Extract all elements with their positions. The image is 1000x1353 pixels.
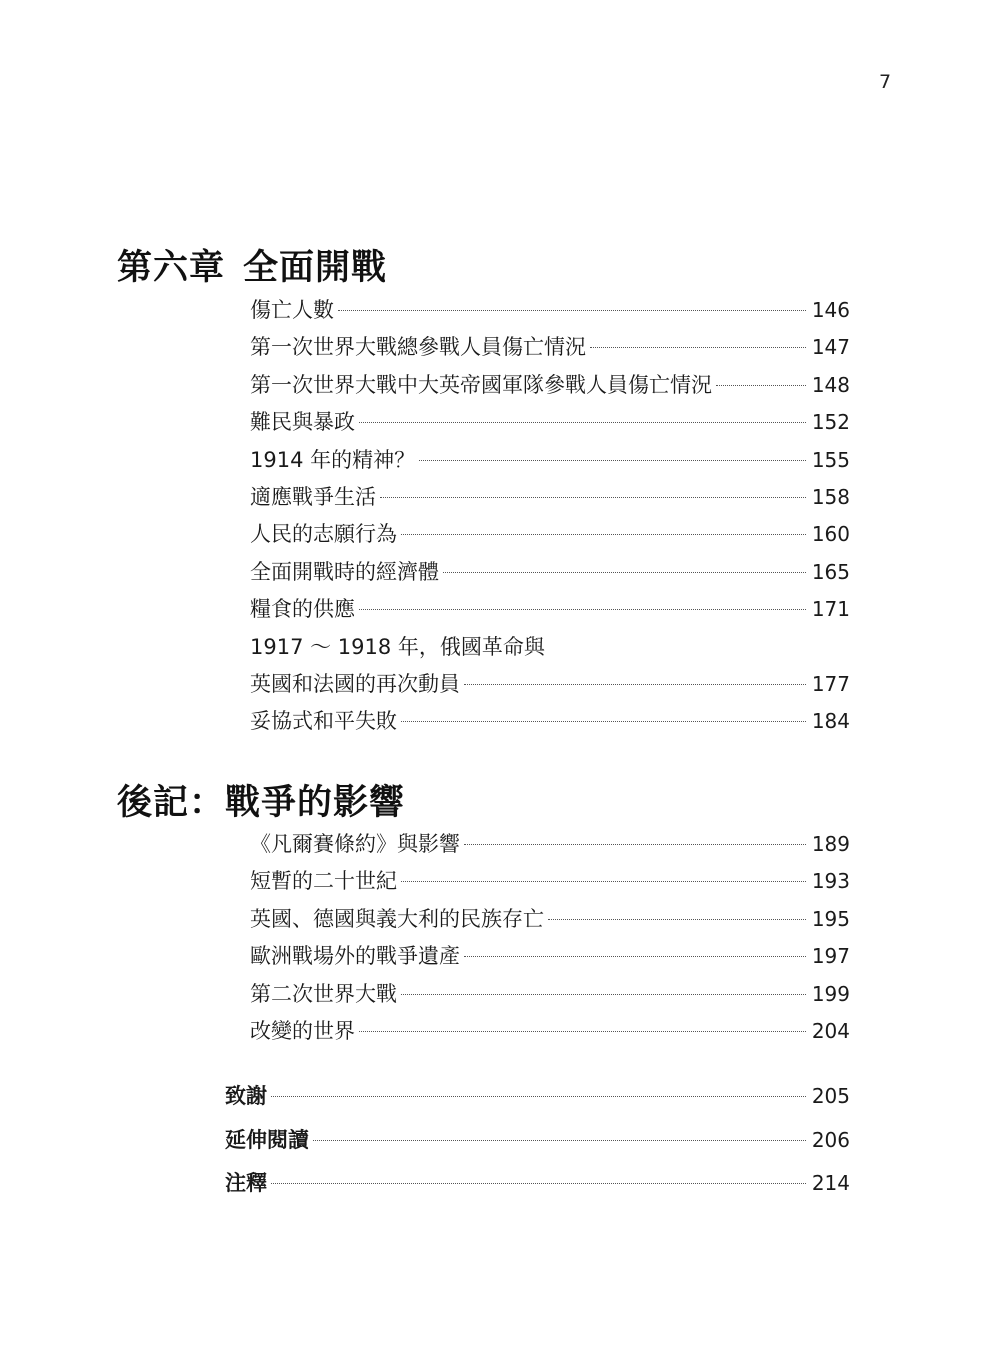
- toc-entry[interactable]: [250, 705, 850, 742]
- toc-entry[interactable]: [250, 940, 850, 977]
- leader-dots: [401, 881, 806, 882]
- toc-entry-title: 延伸閱讀: [225, 1127, 309, 1152]
- leader-dots: [464, 844, 806, 845]
- toc-entry-page: 148: [811, 372, 850, 397]
- toc-entry-page: 147: [811, 335, 850, 360]
- leader-dots: [419, 460, 806, 461]
- toc-entry-page: 214: [811, 1171, 850, 1195]
- toc-entry[interactable]: [250, 481, 850, 518]
- toc-entry-page: 155: [811, 447, 850, 472]
- toc-entry-title: 歐洲戰場外的戰爭遺產: [250, 944, 460, 969]
- chapter-6-heading: [117, 240, 387, 290]
- toc-entry[interactable]: [250, 865, 850, 902]
- toc-entry[interactable]: [250, 369, 850, 406]
- toc-entry-title: 注釋: [225, 1171, 267, 1195]
- toc-entry-title: 短暫的二十世紀: [250, 869, 397, 894]
- toc-entry-title: 1914 年的精神？: [250, 447, 416, 472]
- toc-entry-page: 189: [811, 832, 850, 856]
- afterword-toc-list: [250, 828, 850, 1052]
- toc-entry-title: 妥協式和平失敗: [250, 709, 397, 734]
- toc-entry[interactable]: [250, 444, 850, 481]
- leader-dots: [590, 347, 806, 348]
- leader-dots: [338, 310, 806, 311]
- page-number: 7: [878, 71, 892, 93]
- leader-dots: [271, 1183, 806, 1184]
- toc-entry-page: 184: [811, 709, 850, 734]
- toc-entry[interactable]: [250, 978, 850, 1015]
- toc-entry-title: 第二次世界大戰: [250, 981, 397, 1006]
- toc-entry[interactable]: [250, 593, 850, 630]
- leader-dots: [359, 609, 806, 610]
- toc-entry-title: 致謝: [225, 1084, 267, 1108]
- leader-dots: [380, 497, 806, 498]
- toc-entry-title: 《凡爾賽條約》與影響: [250, 832, 460, 856]
- toc-entry-page: 205: [811, 1084, 850, 1108]
- leader-dots: [401, 994, 806, 995]
- toc-entry-page: 158: [811, 484, 850, 509]
- toc-entry-continued[interactable]: [250, 631, 850, 668]
- toc-entry-title: 人民的志願行為: [250, 522, 397, 547]
- toc-entry-notes[interactable]: [225, 1167, 850, 1211]
- chapter-6-title: 全面開戰: [243, 248, 388, 288]
- toc-entry-title: 糧食的供應: [250, 597, 355, 622]
- toc-entry[interactable]: [250, 518, 850, 555]
- leader-dots: [359, 422, 806, 423]
- toc-entry[interactable]: [250, 903, 850, 940]
- toc-entry[interactable]: [250, 331, 850, 368]
- toc-entry-page: 193: [811, 869, 850, 894]
- toc-entry-page: 177: [811, 671, 850, 696]
- toc-entry-title: 難民與暴政: [250, 410, 355, 435]
- toc-entry-title: 傷亡人數: [250, 298, 334, 322]
- toc-entry[interactable]: [250, 1015, 850, 1052]
- leader-dots: [548, 919, 806, 920]
- leader-dots: [401, 721, 806, 722]
- toc-entry-acknowledgements[interactable]: [225, 1080, 850, 1124]
- toc-entry-page: 195: [811, 906, 850, 931]
- toc-entry-further-reading[interactable]: [225, 1124, 850, 1168]
- toc-entry-page: 206: [811, 1127, 850, 1152]
- toc-entry-page: 165: [811, 559, 850, 584]
- toc-entry-page: 199: [811, 981, 850, 1006]
- toc-entry-page: 146: [811, 298, 850, 322]
- toc-entry-title: 英國、德國與義大利的民族存亡: [250, 906, 544, 931]
- toc-entry-page: 197: [811, 944, 850, 969]
- toc-entry[interactable]: [250, 294, 850, 331]
- toc-entry-page: 204: [811, 1018, 850, 1043]
- leader-dots: [271, 1096, 806, 1097]
- leader-dots: [401, 534, 806, 535]
- toc-entry-title: 英國和法國的再次動員: [250, 671, 460, 696]
- toc-entry-page: 171: [811, 597, 850, 622]
- leader-dots: [443, 572, 806, 573]
- end-matter-toc-list: [225, 1080, 850, 1211]
- leader-dots: [359, 1031, 806, 1032]
- leader-dots: [464, 956, 806, 957]
- toc-entry-title: 全面開戰時的經濟體: [250, 559, 439, 584]
- toc-entry[interactable]: [250, 406, 850, 443]
- toc-entry-title: 適應戰爭生活: [250, 484, 376, 509]
- toc-entry-page: 152: [811, 410, 850, 435]
- toc-entry-title: 第一次世界大戰總參戰人員傷亡情況: [250, 335, 586, 360]
- chapter-6-label: 第六章: [117, 248, 226, 288]
- toc-entry-page: 160: [811, 522, 850, 547]
- toc-entry-title: 1917 ～ 1918 年，俄國革命與: [250, 634, 545, 659]
- leader-dots: [313, 1140, 806, 1141]
- chapter-6-toc-list: [250, 294, 850, 743]
- leader-dots: [716, 385, 806, 386]
- leader-dots: [464, 684, 806, 685]
- toc-entry-title: 改變的世界: [250, 1018, 355, 1043]
- toc-entry[interactable]: [250, 668, 850, 705]
- afterword-heading: 後記：戰爭的影響: [117, 783, 406, 823]
- toc-entry[interactable]: [250, 556, 850, 593]
- toc-entry[interactable]: [250, 828, 850, 865]
- toc-entry-title: 第一次世界大戰中大英帝國軍隊參戰人員傷亡情況: [250, 372, 712, 397]
